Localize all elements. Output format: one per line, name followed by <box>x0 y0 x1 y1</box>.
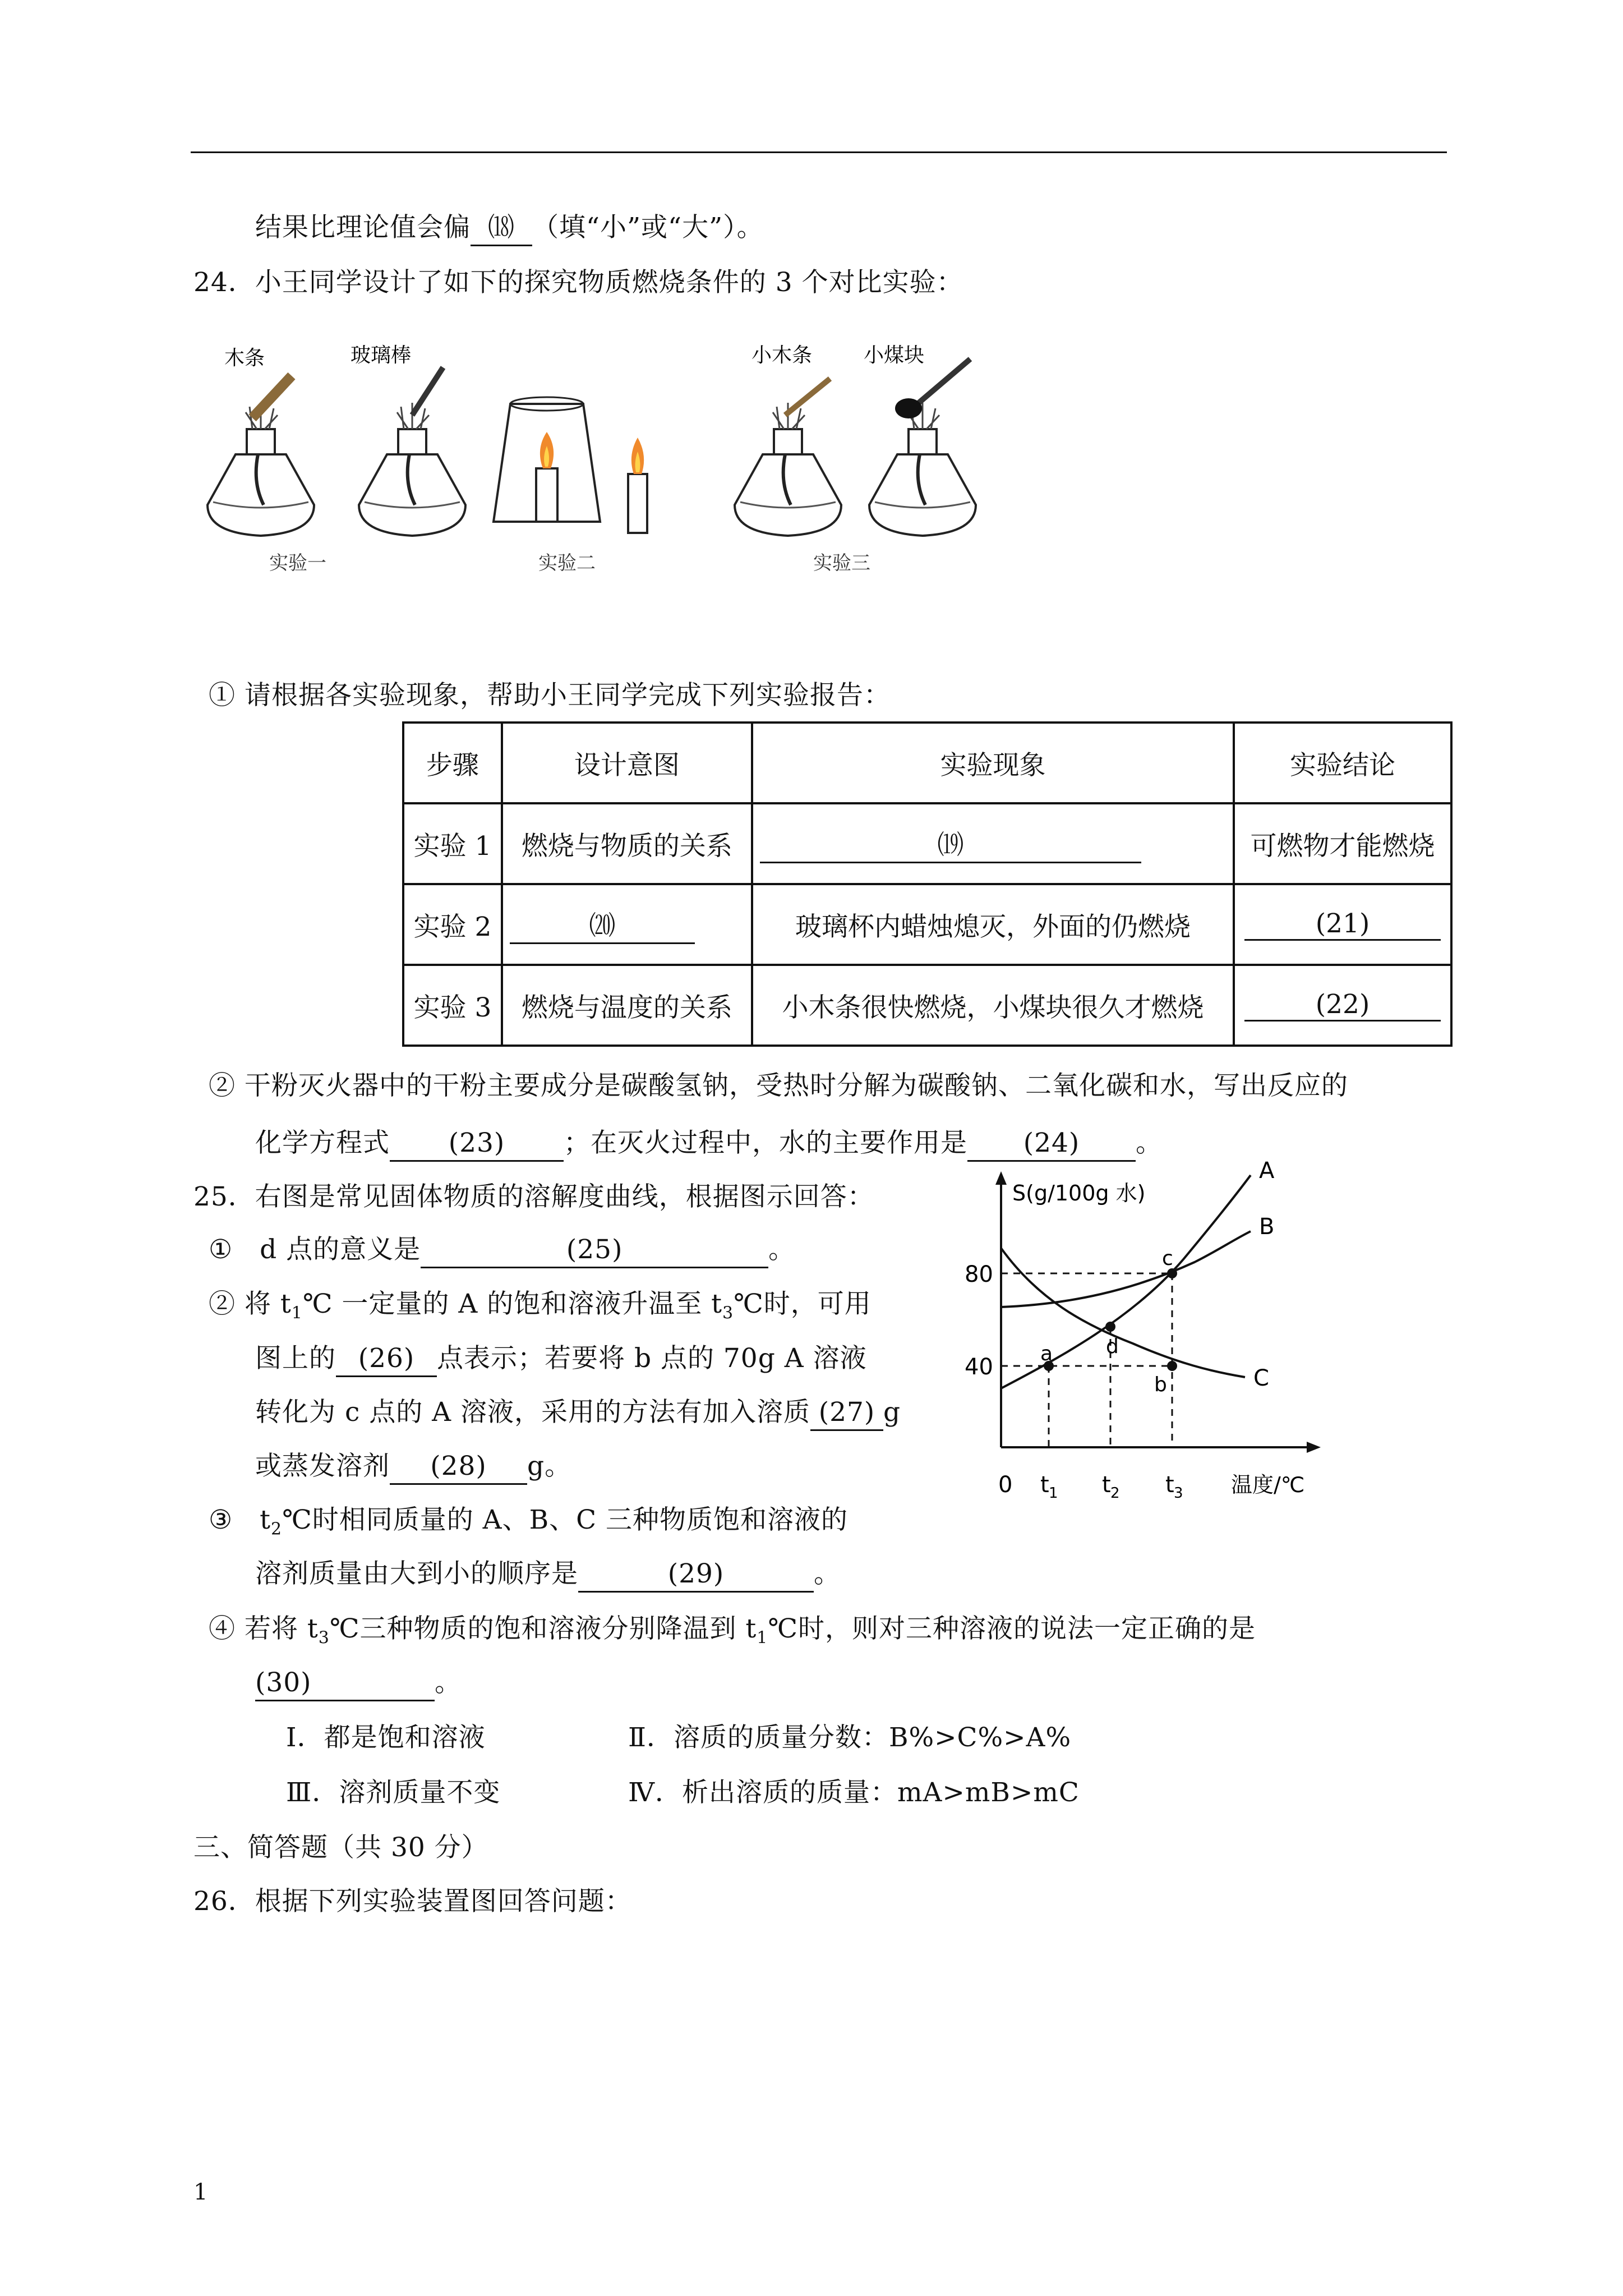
cell-conclusion <box>1234 965 1451 1046</box>
text: 溶剂质量由大到小的顺序是 <box>255 1558 578 1589</box>
blank-23: (23) <box>390 1126 564 1162</box>
coal-on-tongs <box>895 359 970 418</box>
alcohol-lamp-2 <box>359 403 465 536</box>
y-arrow <box>995 1171 1007 1185</box>
text: ℃时，则对三种溶液的说法一定正确的是 <box>768 1613 1256 1644</box>
point-label-c: c <box>1162 1247 1173 1270</box>
text: ① d 点的意义是 <box>209 1234 421 1265</box>
point-label-d: d <box>1106 1335 1119 1358</box>
text: ③ t <box>209 1504 271 1535</box>
text: 转化为 c 点的 A 溶液，采用的方法有加入溶质 <box>255 1397 811 1428</box>
curve-b <box>1001 1231 1251 1307</box>
question-24-stem: 24．小王同学设计了如下的探究物质燃烧条件的 3 个对比实验： <box>193 267 963 298</box>
alcohol-lamp-3 <box>735 403 841 536</box>
table-row <box>403 884 1451 965</box>
question-23-tail <box>255 211 764 246</box>
blank-18: ⒅ <box>471 211 532 246</box>
blank-24: (24) <box>967 1126 1136 1162</box>
alcohol-lamp-1 <box>208 403 314 536</box>
text: ℃三种物质的饱和溶液分别降温到 t <box>329 1613 757 1644</box>
text: ℃ 一定量的 A 的饱和溶液升温至 t <box>302 1289 723 1319</box>
glass-cup-candle <box>494 397 600 522</box>
header-rule <box>191 151 1447 153</box>
cell-phenomenon <box>752 803 1234 884</box>
point-b <box>1167 1361 1177 1371</box>
q25-part2-line4 <box>255 1450 571 1485</box>
text: ；在灭火过程中，水的主要作用是 <box>564 1128 967 1158</box>
curve-label-a: A <box>1259 1158 1275 1184</box>
blank-28: (28) <box>390 1450 527 1485</box>
text: （填“小”或“大”）。 <box>532 212 764 243</box>
label-coal: 小煤块 <box>864 344 925 367</box>
page-number: 1 <box>193 2179 208 2205</box>
glass-rod <box>412 367 443 415</box>
q25-part2-line2 <box>255 1342 867 1377</box>
cell-intent: 燃烧与物质的关系 <box>502 803 752 884</box>
open-candle <box>628 438 647 533</box>
svg-text:3: 3 <box>1174 1485 1183 1502</box>
svg-text:t: t <box>1165 1472 1174 1498</box>
curve-c <box>1001 1248 1245 1377</box>
alcohol-lamp-4 <box>869 403 976 536</box>
q24-part2-line1: ② 干粉灭火器中的干粉主要成分是碳酸氢钠，受热时分解为碳酸钠、二氧化碳和水，写出反应的 <box>209 1070 1348 1101</box>
cell-intent: 燃烧与温度的关系 <box>502 965 752 1046</box>
q25-part2-line3 <box>255 1396 901 1431</box>
text: g。 <box>527 1451 572 1481</box>
solubility-chart <box>948 1156 1340 1515</box>
svg-text:t: t <box>1102 1472 1111 1498</box>
text: 点表示；若要将 b 点的 70g A 溶液 <box>437 1343 867 1374</box>
svg-text:t: t <box>1040 1472 1049 1498</box>
text: ℃时相同质量的 A、B、C 三种物质饱和溶液的 <box>282 1504 849 1535</box>
blank-21: (21) <box>1244 908 1441 941</box>
section-3-title: 三、简答题（共 30 分） <box>193 1832 488 1863</box>
caption-exp2: 实验二 <box>538 552 596 574</box>
q25-part3-line1: ③ $t_2℃$时相同质量的 A、B、C 三种物质饱和溶液的 <box>209 1504 849 1539</box>
header-step: 步骤 <box>403 723 502 803</box>
text: 或蒸发溶剂 <box>255 1451 390 1481</box>
origin-label: 0 <box>998 1472 1013 1498</box>
text: 化学方程式 <box>255 1128 390 1158</box>
blank-29: (29) <box>578 1557 814 1593</box>
table-row <box>403 965 1451 1046</box>
svg-text:2: 2 <box>1110 1485 1120 1502</box>
point-label-b: b <box>1154 1373 1167 1396</box>
chart-xlabel: 温度/℃ <box>1231 1473 1305 1497</box>
text: 。 <box>814 1558 841 1589</box>
point-d <box>1105 1322 1115 1332</box>
option-3: Ⅲ．溶剂质量不变 <box>286 1777 501 1808</box>
text: 结果比理论值会偏 <box>255 212 471 243</box>
blank-30: (30) <box>255 1666 435 1701</box>
caption-exp1: 实验一 <box>269 552 326 574</box>
text: 图上的 <box>255 1343 336 1374</box>
header-conclusion: 实验结论 <box>1234 723 1451 803</box>
text: 。 <box>768 1234 796 1265</box>
ytick-80: 80 <box>965 1262 993 1287</box>
point-label-a: a <box>1040 1342 1053 1365</box>
cell-phenomenon: 玻璃杯内蜡烛熄灭，外面的仍燃烧 <box>752 884 1234 965</box>
question-25-stem: 25．右图是常见固体物质的溶解度曲线，根据图示回答： <box>193 1181 874 1212</box>
cell-step: 实验 1 <box>403 803 502 884</box>
q25-part4-line2 <box>255 1666 462 1701</box>
question-26-stem: 26．根据下列实验装置图回答问题： <box>193 1886 632 1917</box>
curve-label-b: B <box>1259 1214 1275 1240</box>
xtick-t1 <box>1040 1472 1058 1502</box>
caption-exp3: 实验三 <box>813 552 870 574</box>
cell-conclusion <box>1234 884 1451 965</box>
ytick-40: 40 <box>965 1354 993 1380</box>
text: ② 将 t <box>209 1289 292 1319</box>
blank-20: ⒇ <box>510 905 695 944</box>
experiment-report-table <box>402 721 1453 1047</box>
cell-intent <box>502 884 752 965</box>
small-wood-stick <box>785 379 830 415</box>
curve-a <box>1001 1175 1251 1388</box>
svg-text:1: 1 <box>1049 1485 1058 1502</box>
label-glass-rod: 玻璃棒 <box>351 344 412 367</box>
text: 。 <box>435 1667 462 1698</box>
cell-conclusion: 可燃物才能燃烧 <box>1234 803 1451 884</box>
option-1: Ⅰ．都是饱和溶液 <box>286 1722 486 1753</box>
blank-22: (22) <box>1244 989 1441 1022</box>
q25-part2-line1: ② 将 $t_1℃$ 一定量的 A 的饱和溶液升温至 $t_3℃$时，可用 <box>209 1289 872 1323</box>
label-small-wood: 小木条 <box>751 344 813 367</box>
curve-label-c: C <box>1253 1365 1269 1391</box>
cell-step: 实验 2 <box>403 884 502 965</box>
cell-phenomenon: 小木条很快燃烧，小煤块很久才燃烧 <box>752 965 1234 1046</box>
chart-ylabel: S(g/100g 水) <box>1012 1181 1146 1205</box>
label-wood: 木条 <box>224 347 265 370</box>
blank-27: (27) <box>810 1396 883 1431</box>
option-2: Ⅱ．溶质的质量分数：B%>C%>A% <box>628 1722 1072 1753</box>
blank-26: (26) <box>336 1342 437 1377</box>
text: g <box>883 1397 901 1428</box>
blank-25: (25) <box>421 1233 768 1268</box>
xtick-t3 <box>1165 1472 1183 1502</box>
wood-stick <box>252 376 292 418</box>
xtick-t2 <box>1102 1472 1120 1502</box>
table-header-row <box>403 723 1451 803</box>
q24-part1: ① 请根据各实验现象，帮助小王同学完成下列实验报告： <box>209 680 891 711</box>
text: ℃时，可用 <box>734 1289 872 1319</box>
text: 。 <box>1136 1128 1163 1158</box>
q25-part4-line1: ④ 若将 $t_3℃$三种物质的饱和溶液分别降温到 $t_1℃$时，则对三种溶液的说法一定正确的是 <box>209 1613 1256 1648</box>
option-4: Ⅳ．析出溶质的质量：mA>mB>mC <box>628 1777 1080 1808</box>
header-phenomenon: 实验现象 <box>752 723 1234 803</box>
cell-step: 实验 3 <box>403 965 502 1046</box>
table-row <box>403 803 1451 884</box>
text: ④ 若将 t <box>209 1613 319 1644</box>
header-intent: 设计意图 <box>502 723 752 803</box>
experiment-figure <box>196 337 981 583</box>
q25-part3-line2 <box>255 1557 841 1593</box>
blank-19: ⒆ <box>760 824 1141 863</box>
x-arrow <box>1307 1442 1321 1453</box>
q25-part1 <box>209 1233 795 1268</box>
